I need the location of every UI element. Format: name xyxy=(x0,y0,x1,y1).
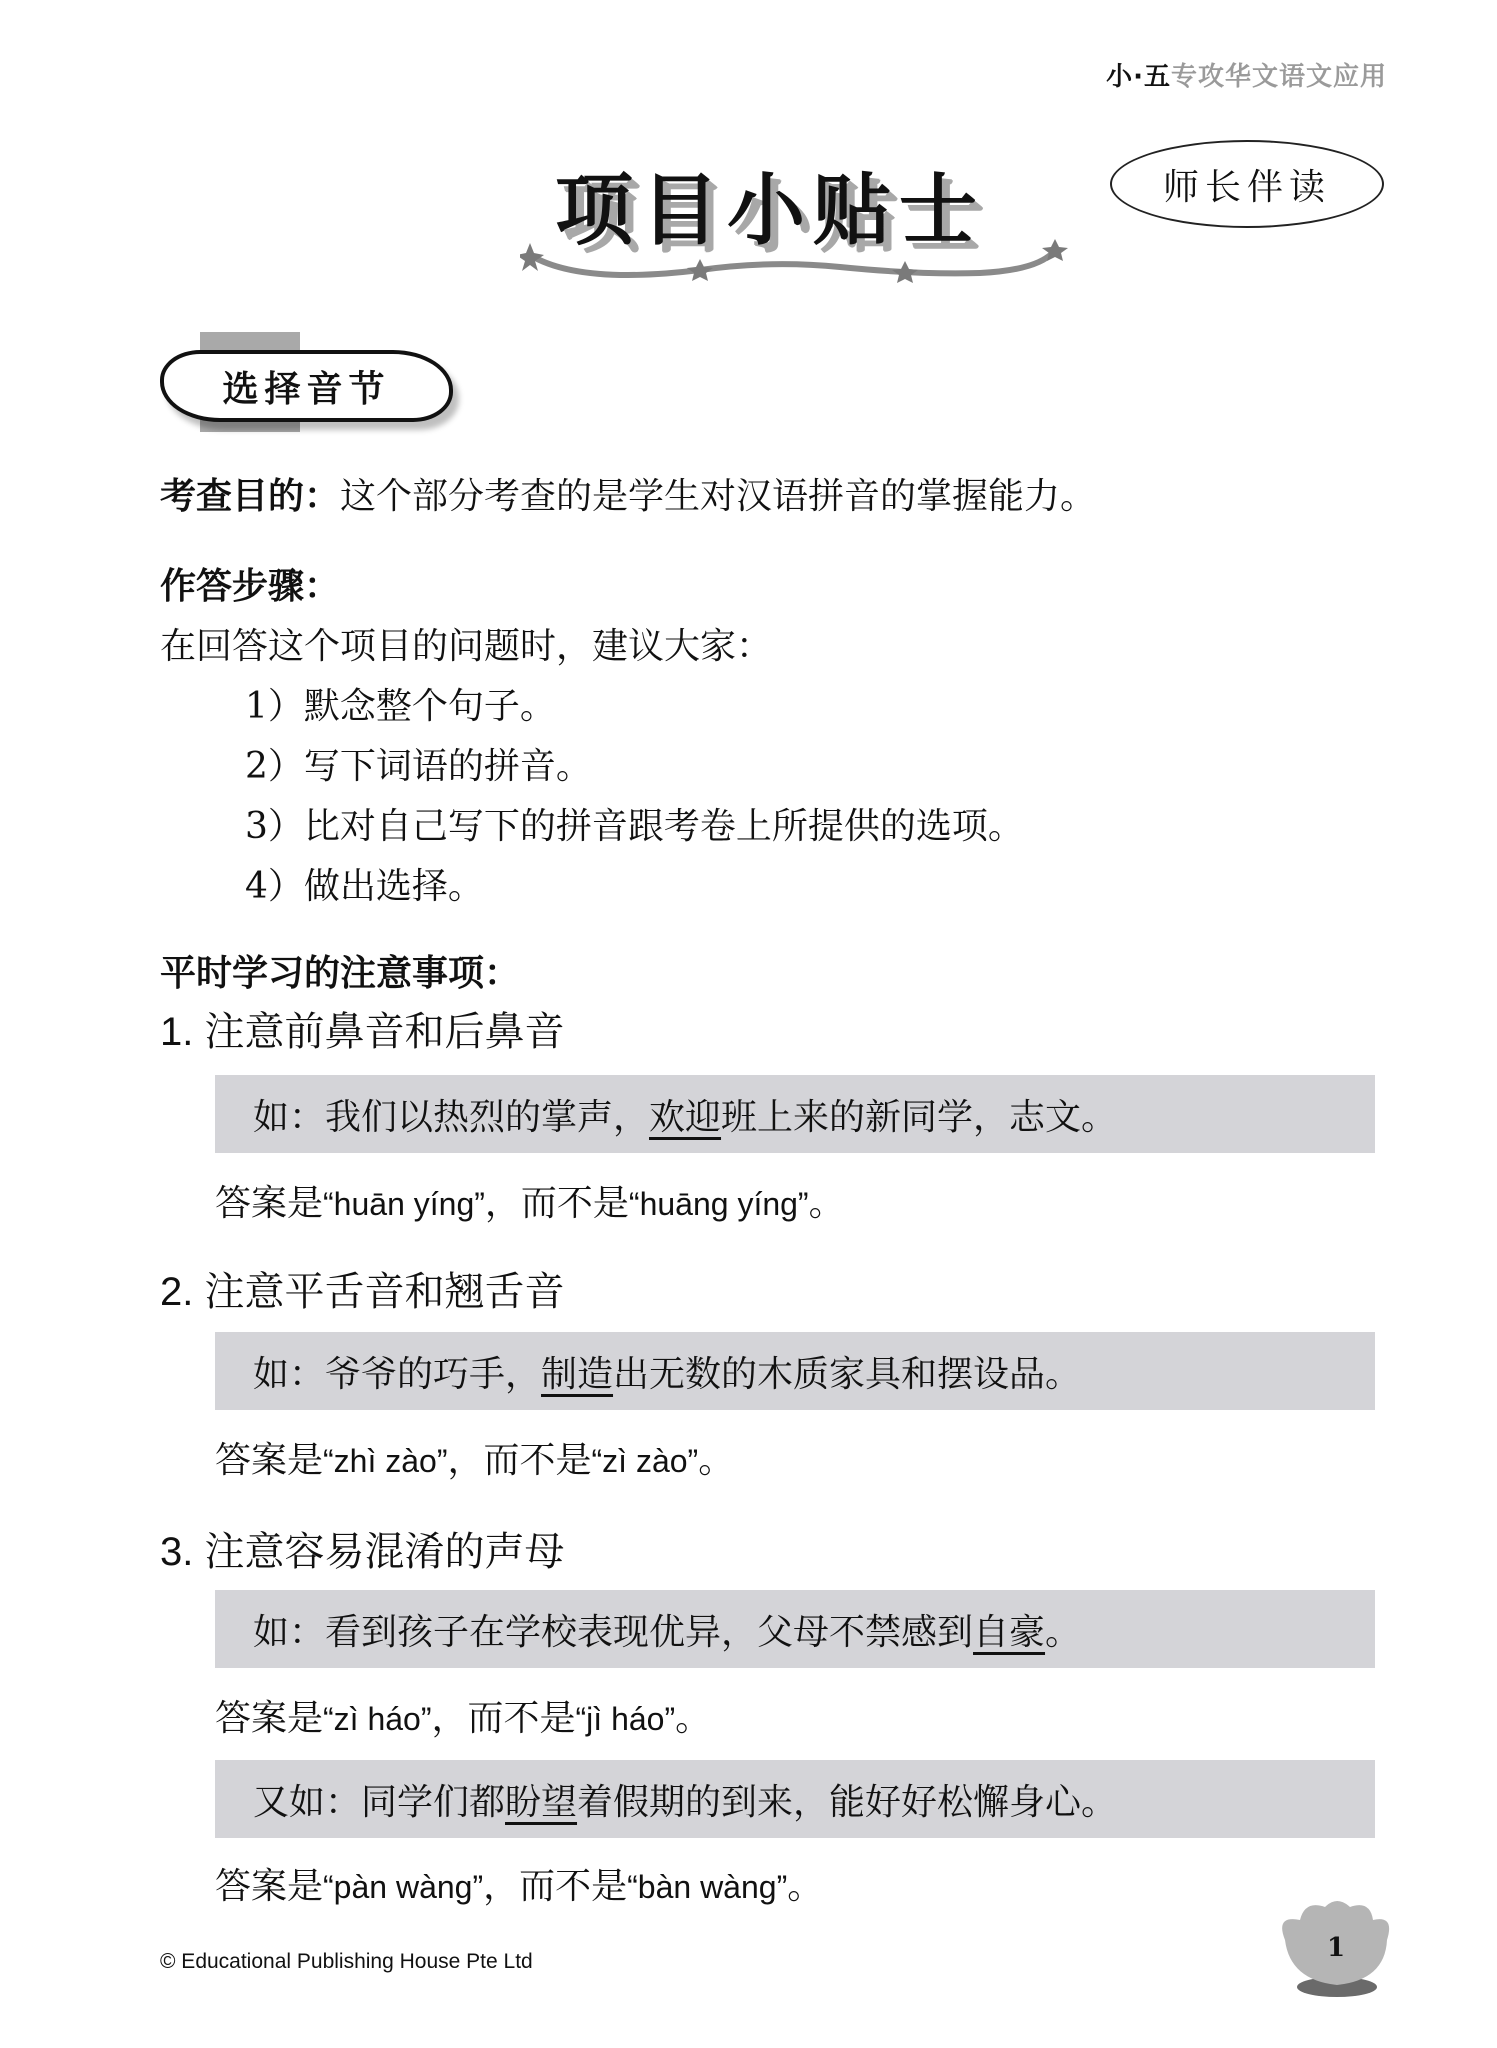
answer-end: 。 xyxy=(698,1440,735,1481)
example-prefix: 如：看到孩子在学校表现优异，父母不禁感到 xyxy=(253,1611,974,1653)
note-heading: 1. 注意前鼻音和后鼻音 xyxy=(160,1010,565,1054)
answer-line xyxy=(215,1432,734,1483)
steps-label: 作答步骤： xyxy=(160,566,341,607)
answer-end: 。 xyxy=(675,1698,712,1739)
page-title: 项目小贴士 xyxy=(555,166,986,256)
correct-pinyin: “pàn wàng” xyxy=(323,1869,484,1905)
section-tag xyxy=(160,330,460,430)
answer-end: 。 xyxy=(787,1866,824,1907)
step-number: 1） xyxy=(245,686,304,727)
answer-prefix: 答案是 xyxy=(215,1440,324,1481)
underlined-word: 欢迎 xyxy=(649,1096,722,1138)
step-number: 2） xyxy=(245,746,304,787)
notes-label: 平时学习的注意事项： xyxy=(160,953,521,994)
purpose-label: 考查目的： xyxy=(160,476,341,517)
step-item xyxy=(245,738,592,789)
answer-prefix: 答案是 xyxy=(215,1183,324,1224)
underlined-word: 制造 xyxy=(541,1353,614,1395)
answer-mid: ，而不是 xyxy=(447,1440,592,1481)
step-number: 4） xyxy=(245,866,304,907)
steps-intro: 在回答这个项目的问题时，建议大家： xyxy=(160,626,773,667)
example-prefix: 又如：同学们都 xyxy=(253,1781,506,1823)
step-text: 写下词语的拼音。 xyxy=(303,746,592,787)
step-text: 比对自己写下的拼音跟考卷上所提供的选项。 xyxy=(303,806,1024,847)
answer-end: 。 xyxy=(808,1183,845,1224)
step-item xyxy=(245,858,484,909)
section-tag-label: 选择音节 xyxy=(160,350,453,422)
example-suffix: 出无数的木质家具和摆设品。 xyxy=(613,1353,1082,1395)
wrong-pinyin: “bàn wàng” xyxy=(627,1869,788,1905)
teacher-companion-badge: 师长伴读 xyxy=(1110,140,1384,228)
example-box xyxy=(215,1760,1375,1838)
example-box xyxy=(215,1075,1375,1153)
step-item xyxy=(245,678,556,729)
example-suffix: 。 xyxy=(1045,1611,1082,1653)
series-name: 专攻华文语文应用 xyxy=(1170,62,1387,92)
example-box xyxy=(215,1332,1375,1410)
answer-line xyxy=(215,1175,845,1226)
underlined-word: 盼望 xyxy=(505,1781,578,1823)
answer-prefix: 答案是 xyxy=(215,1866,324,1907)
example-prefix: 如：我们以热烈的掌声， xyxy=(253,1096,650,1138)
example-prefix: 如：爷爷的巧手， xyxy=(253,1353,542,1395)
note-heading: 3. 注意容易混淆的声母 xyxy=(160,1530,565,1574)
wrong-pinyin: “jì háo” xyxy=(575,1701,676,1737)
example-box xyxy=(215,1590,1375,1668)
answer-mid: ，而不是 xyxy=(484,1183,629,1224)
answer-prefix: 答案是 xyxy=(215,1698,324,1739)
wrong-pinyin: “huāng yíng” xyxy=(628,1186,809,1222)
correct-pinyin: “zì háo” xyxy=(323,1701,432,1737)
correct-pinyin: “zhì zào” xyxy=(323,1443,448,1479)
series-header xyxy=(1106,56,1387,93)
answer-line xyxy=(215,1690,711,1741)
correct-pinyin: “huān yíng” xyxy=(323,1186,485,1222)
answer-mid: ，而不是 xyxy=(483,1866,628,1907)
example-suffix: 着假期的到来，能好好松懈身心。 xyxy=(577,1781,1118,1823)
underlined-word: 自豪 xyxy=(973,1611,1046,1653)
note-heading: 2. 注意平舌音和翘舌音 xyxy=(160,1270,565,1314)
decorative-wave-icon xyxy=(520,235,1080,285)
page-number-badge xyxy=(1265,1895,1405,2005)
answer-mid: ，而不是 xyxy=(431,1698,576,1739)
grade-level: 小·五 xyxy=(1106,62,1171,92)
step-item xyxy=(245,798,1024,849)
purpose-text: 这个部分考查的是学生对汉语拼音的掌握能力。 xyxy=(340,476,1097,517)
answer-line xyxy=(215,1858,823,1909)
example-suffix: 班上来的新同学，志文。 xyxy=(721,1096,1118,1138)
copyright-notice: © Educational Publishing House Pte Ltd xyxy=(160,1950,533,1973)
wrong-pinyin: “zì zào” xyxy=(591,1443,699,1479)
step-text: 默念整个句子。 xyxy=(303,686,556,727)
step-text: 做出选择。 xyxy=(303,866,484,907)
purpose-line xyxy=(160,468,1096,519)
step-number: 3） xyxy=(245,806,304,847)
page-number: 1 xyxy=(1327,1933,1346,1963)
